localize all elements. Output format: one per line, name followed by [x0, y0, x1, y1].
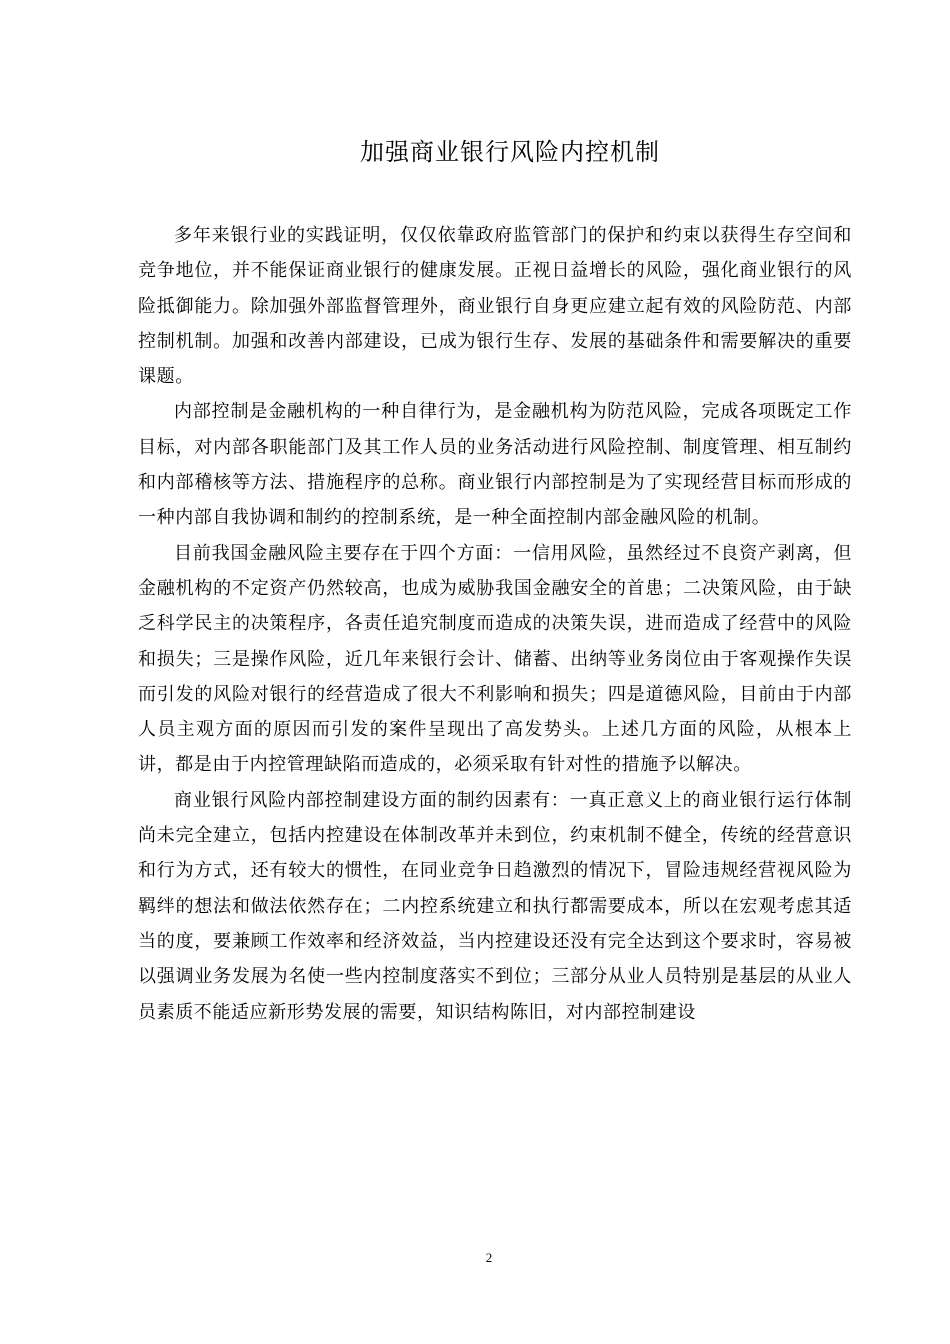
- document-title: 加强商业银行风险内控机制: [360, 138, 660, 166]
- paragraph: 商业银行风险内部控制建设方面的制约因素有：一真正意义上的商业银行运行体制尚未完全建立，包括内控建设在体制改革并未到位，约束机制不健全，传统的经营意识和行为方式，还有较大的惯性，在同业竞争日趋激烈的情况下，冒险违规经营视风险为羁绊的想法和做法依然存在；二内控系统建立和执行都需要成本，所以在宏观考虑其适当的度，要兼顾工作效率和经济效益，当内控建设还没有完全达到这个要求时，容易被以强调业务发展为名使一些内控制度落实不到位；三部分从业人员特别是基层的从业人员素质不能适应新形势发展的需要，知识结构陈旧，对内部控制建设: [138, 789, 852, 1023]
- page-number: 2: [485, 1250, 493, 1265]
- document-body: [138, 218, 852, 1030]
- paragraph: 多年来银行业的实践证明，仅仅依靠政府监管部门的保护和约束以获得生存空间和竞争地位，并不能保证商业银行的健康发展。正视日益增长的风险，强化商业银行的风险抵御能力。除加强外部监督管理外，商业银行自身更应建立起有效的风险防范、内部控制机制。加强和改善内部建设，已成为银行生存、发展的基础条件和需要解决的重要课题。: [138, 225, 852, 388]
- paragraph: 目前我国金融风险主要存在于四个方面：一信用风险，虽然经过不良资产剥离，但金融机构的不定资产仍然较高，也成为威胁我国金融安全的首患；二决策风险，由于缺乏科学民主的决策程序，各责任追究制度而造成的决策失误，进而造成了经营中的风险和损失；三是操作风险，近几年来银行会计、储蓄、出纳等业务岗位由于客观操作失误而引发的风险对银行的经营造成了很大不利影响和损失；四是道德风险，目前由于内部人员主观方面的原因而引发的案件呈现出了高发势头。上述几方面的风险，从根本上讲，都是由于内控管理缺陷而造成的，必须采取有针对性的措施予以解决。: [138, 542, 852, 776]
- paragraph: 内部控制是金融机构的一种自律行为，是金融机构为防范风险，完成各项既定工作目标，对内部各职能部门及其工作人员的业务活动进行风险控制、制度管理、相互制约和内部稽核等方法、措施程序的总称。商业银行内部控制是为了实现经营目标而形成的一种内部自我协调和制约的控制系统，是一种全面控制内部金融风险的机制。: [138, 401, 852, 529]
